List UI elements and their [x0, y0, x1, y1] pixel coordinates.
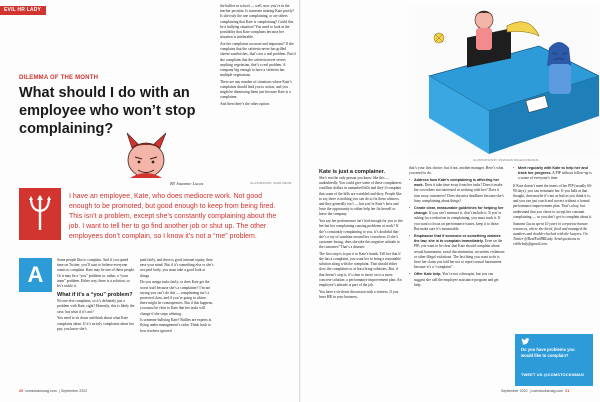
reader-question: I have an employee, Kate, who does mediocre work. Not good enough to be promoted, but good enough to keep from being fired. This isn’t a problem, except she’s constantly complaining about the job. I want to tell her to go find another job or shut up. The other employees don’t complain, so I know it’s not a “me” problem. — [69, 193, 277, 240]
dropcap-letter: A — [27, 262, 44, 287]
section-tab — [0, 6, 46, 15]
subhead: What if it’s a “you” problem? — [57, 292, 133, 299]
twitter-bird-icon — [521, 338, 530, 345]
paragraph: If Kate doesn’t meet the terms of her PIP (usually 60-90 days), you can terminate her. If you balk at that thought, then maybe it’s not as bad as you think it is, and you can just coach and correct without a formal performance improvement plan. That’s okay, but understand that you chose to accept her constant complaining — so you don’t get to complain about it. — [513, 183, 593, 219]
author-bio: Suzanne Lucas spent 10 years in corporate human resources, where she hired, fired and managed the numbers and double-checked with the lawyers. On Twitter @RealEvilHRLady. Send questions to evilhrlady@gmail.com. — [513, 221, 588, 247]
folio-site: comstocksmag.com — [25, 389, 57, 393]
paragraph: You say her performance isn’t bad enough for you to fire her but her complaining causing problems at work? If she’s constantly complaining to you, it’s doubtful that she’s a ray of sunshine around her coworkers. If she’s customer-facing, does she take this negative attitude to the customer? That’s a disaster. — [319, 219, 403, 250]
list-item-text: If you can’t measure it, don’t include it. If you’re asking for a reduction in complaining, you must track it. If you want to focus on performance issues, keep it to those. But make sure it’s measurable. — [414, 211, 502, 231]
paragraph: that’s your first choice; but if not, another manager. Here’s what you need to do. — [409, 166, 504, 176]
folio-left: 20 comstocksmag.com | September 2022 — [19, 389, 88, 393]
paragraph: There are any number of situations where Kate’s complaints should lead you to action, and you might be dismissing them just because Kate is a complainer. — [220, 79, 292, 100]
byline: BY Suzanne Lucas — [170, 181, 204, 186]
list-item-text: Does it take time away from her tasks? Does it make her coworkers not interested in working with her? Does it turn away customers? Does she miss deadlines because she’s busy complaining about things? — [414, 183, 504, 203]
page-number: 21 — [565, 389, 570, 393]
answer-dropcap — [19, 258, 52, 292]
folio-right: September 2022 | comstocksmag.com 21 — [501, 389, 570, 393]
paragraph: the bullies in school — well, now you’re in the teacher position. Is someone treating Kate poorly? Is she truly the one complaining, or are others complaining that Kate is complaining? Could this be a bullying situation? You need to look at the possibility that Kate complains because her situation is intolerable. — [220, 4, 295, 40]
devil-illustration — [80, 130, 240, 178]
paragraph: She’s not the only person you know like this — undoubtedly. You could give some of these complainers a million dollars in unmarked bills and they’d complain that some of the bills are wrinkled and dirty. People like to say there is nothing you can do to fix these whiners, and they generally isn’t — but you’re Kate’s boss and have the opportunity to either help her fix herself or leave the company. — [319, 176, 402, 217]
right-illustration-credit: ILLUSTRATION BY JONATHAN MCLEAN FRANCIS — [473, 158, 539, 162]
left-column-2 — [140, 258, 214, 335]
trident-icon-block — [19, 188, 61, 240]
right-column-2 — [409, 166, 505, 290]
subhead: Kate is just a complainer. — [319, 169, 386, 175]
office-illustration — [409, 6, 599, 156]
folio-date: September 2022 — [501, 389, 528, 393]
left-column-1 — [57, 258, 135, 333]
paragraph: Some people like to complain. And if you spend time on Twitter, you’ll start to believe everyone wants to complain. Kate may be one of these people. Or it may be a “you” problem or, rather, a “your team” problem. Either way, there is a solution, so let’s tackle it. — [57, 258, 135, 289]
section-tab-label: EVIL HR LADY — [4, 7, 42, 13]
list-item-text: Even on the PIP, you want to be clear that Kate should complain about sexual harassment, racial discrimination, securities violations or other illegal violations. The last thing you want to do is have her claim you told her not to report sexual harassment because it’s a “complaint”. — [414, 239, 505, 270]
list-item-lead: Offer Kate help. — [414, 272, 442, 277]
right-column-1 — [319, 166, 403, 302]
list-item-text: A PIP without follow-up is a waste of everyone’s time. — [518, 171, 592, 181]
list-item — [409, 272, 505, 288]
paragraph: And then there’s the other option: — [220, 102, 270, 107]
folio-date: September 2022 — [60, 389, 88, 393]
trident-icon — [28, 194, 52, 232]
list-item-lead: Address how Kate’s complaining is affecting her work. — [414, 177, 500, 188]
paragraph: You have a sit-down discussion with a witness. If you have HR in your business, — [319, 289, 399, 299]
list-item — [409, 178, 505, 204]
paragraph: Do you assign tasks fairly, or does Kate get the worst stuff because she’s a complainer? I’m not saying you can’t do this — complaining isn’t a protected class, and if you’re going to whine, there might be consequences. But if this happens, you must be clear to Kate that her tasks will change if she stops whining. — [140, 280, 214, 316]
page-number: 20 — [19, 389, 23, 393]
pip-checklist — [409, 178, 505, 288]
list-item — [513, 166, 593, 182]
list-item — [409, 234, 505, 270]
list-item-lead: Meet regularly with Kate to help her and track her progress. — [518, 166, 588, 176]
list-item-text: You’re not a therapist, but you can suggest she call the employee assistance program and get help. — [414, 272, 499, 287]
paragraph: Is someone bullying Kate? Bullies are experts at flying under management’s radar. Think back to how teachers ignored — [140, 318, 212, 333]
kicker: DILEMMA OF THE MONTH — [19, 75, 99, 81]
pip-checklist-continued — [513, 166, 593, 182]
paragraph: Are her complaints accurate and important? If she complains that the cafeteria never has grilled cheese sandwiches, that’s not a real problem. But if she complains that the cafeteria never serves anything vegetarian, that’s a real problem. A company big enough to have a cafeteria has multiple vegetarians. — [220, 41, 296, 78]
folio-site: comstocksmag.com — [531, 389, 564, 393]
list-item-lead: Emphasize that if someone or something violates the law, she is to complain immediately. — [414, 233, 501, 244]
headline: What should I do with an employee who won’t stop complaining? — [19, 85, 196, 137]
tweet-us-callout[interactable] — [515, 334, 593, 386]
list-item — [409, 206, 505, 232]
right-column-3 — [513, 166, 593, 249]
list-item-lead: Create clear, measurable guidelines for helping her change. — [414, 205, 504, 216]
tweet-us-link[interactable]: TWEET US @COMSTOCKSMAG — [521, 372, 585, 377]
right-page — [301, 0, 600, 402]
paragraph: No one else complains, so it’s definitely just a problem with Kate, right? Honestly, this is likely the case, but what if it’s not? — [57, 299, 135, 314]
callout-text: Do you have problems you would like to complain? — [521, 347, 575, 358]
illustration-credit: ILLUSTRATION: JOHN CROW — [250, 181, 292, 185]
left-column-3 — [220, 4, 296, 109]
paragraph: paid fairly, and there is good internal equity, then ease your mind. But if it’s something else or she’s not paid fairly, you must take a good look at things. — [140, 258, 214, 278]
paragraph: You need to sit down and think about what Kate complains about. If it’s strictly complaints about her pay, you know she’s — [57, 316, 135, 331]
paragraph: The first step is to put it in Kate’s hands. Tell her that if she has a complaint, you want her to bring a reasonable solution along with the complaint. That should either slow the complaints or at least bring solutions. But, if that doesn’t stop it, it’s time to move on to a more concrete solution: a performance improvement plan. An employee’s attitude is part of the job. — [319, 251, 402, 288]
